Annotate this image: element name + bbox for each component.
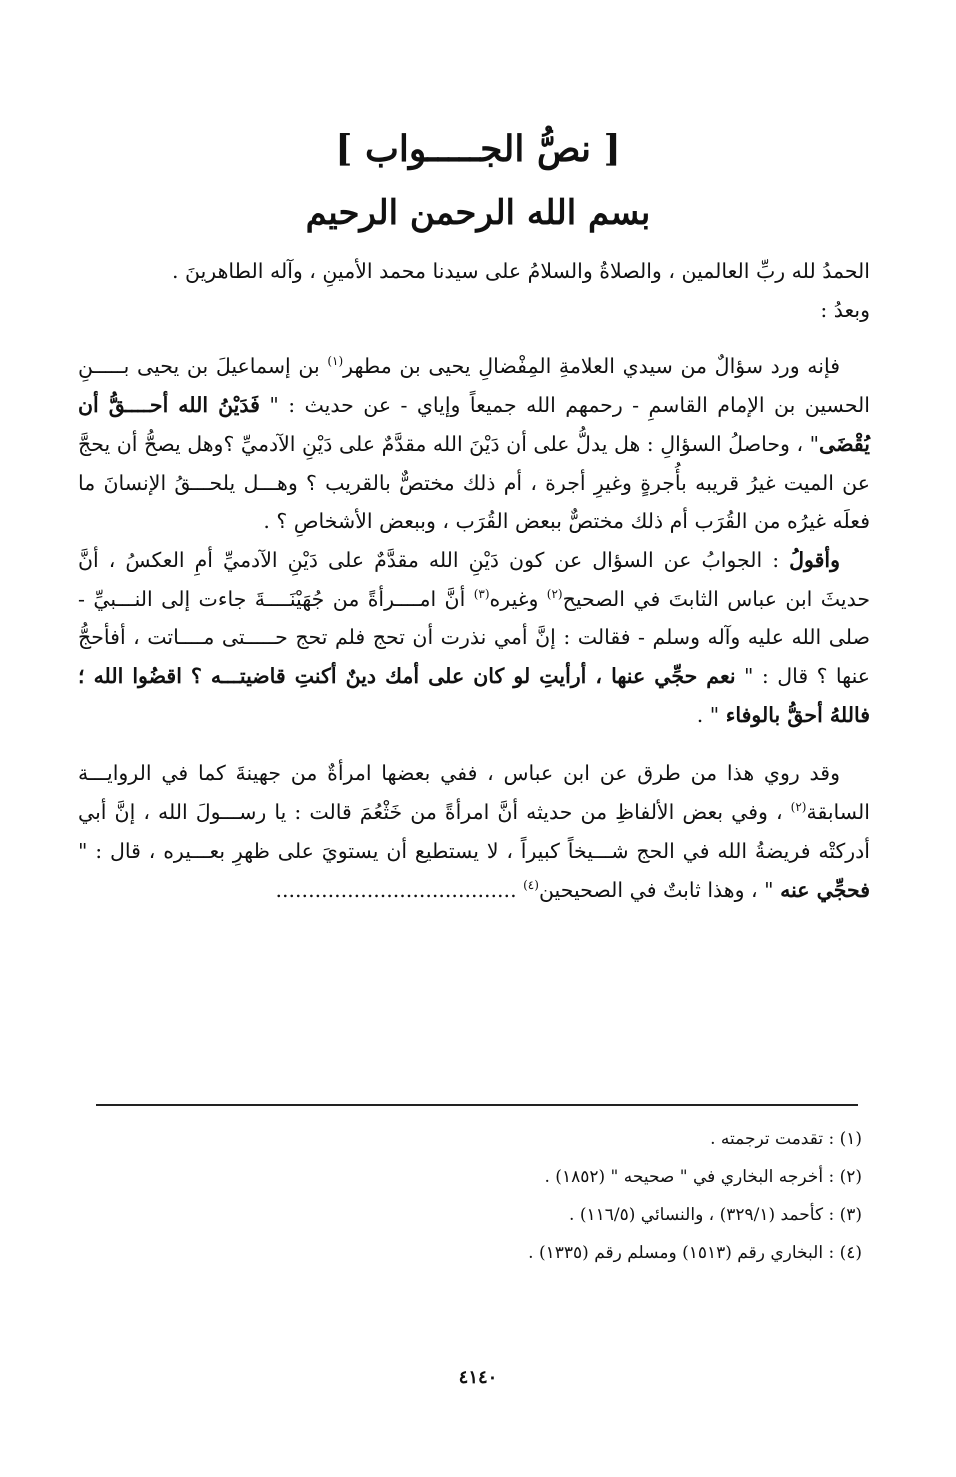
footnote-ref-3[interactable]: (٣): [473, 586, 490, 601]
footnote-4: (٤) : البخاري رقم (١٥١٣) ومسلم رقم (١٣٣٥) .: [528, 1243, 862, 1263]
footnote-ref-2[interactable]: (٢): [546, 586, 563, 601]
footnote-ref-2b[interactable]: (٢): [790, 800, 807, 815]
footnote-ref-4[interactable]: (٤): [523, 877, 539, 892]
footnote-3: (٣) : كأحمد (٣٢٩/١) ، والنسائي (١١٦/٥) .: [569, 1205, 862, 1225]
text-span: : الجوابُ عن السؤال عن كون دَيْنِ الله مقدَّمٌ على دَيْنِ الآدميِّ أمِ العكسُ ، أنَّ حديثَ ابن عباس الثابتَ في الصحيح: [78, 547, 871, 611]
paragraph-question: [78, 347, 870, 541]
wabad-line: وبعدُ :: [820, 297, 870, 322]
footnote-2: (٢) : أخرجه البخاري في " صحيحه " (١٨٥٢) .: [544, 1167, 862, 1187]
opening-line: الحمدُ لله ربِّ العالمين ، والصلاةُ والسلامُ على سيدنا محمد الأمينِ ، وآله الطاهرينَ .: [171, 259, 870, 283]
footnote-ref-1[interactable]: (١): [327, 354, 344, 369]
text-span: بن إسماعيلَ بن يحيى بـــــنِ الحسين بن الإمام القاسمِ - رحمهم الله جميعاً وإياي - عن حديث : ": [78, 354, 870, 418]
text-span: أنَّ امــــرأةً من جُهَيْنَــــةَ جاءت إلى النـــبيِّ - صلى الله عليه وآله وسلم - فقالت : إنَّ أمي نذرت أن تحج فلم تحج حـــــتى مــــاتت ، أفأحجُّ عنها ؟ قال : ": [78, 586, 870, 689]
page-number: ٤١٤٠: [458, 1367, 498, 1388]
text-span: " .: [696, 702, 726, 727]
basmala-heading: بسم الله الرحمن الرحيم: [305, 193, 651, 233]
continuation-dots: .....................................: [275, 877, 524, 902]
section-title: [ نصُّ الجـــــواب ]: [335, 128, 621, 170]
text-span: " ، وهذا ثابتٌ في الصحيحين: [538, 877, 781, 902]
hadith-quote: فَدَيْنُ الله أحــــقُّ أن يُقْضَى: [78, 393, 870, 456]
text-span: ، وفي بعض الألفاظِ من حديثه أنَّ امرأةً من خَثْعُمَ قالت : يا رســـولَ الله ، إنَّ أبي أدركتْه فريضةُ الله في الحج شـــيخاً كبيراً ، لا يستطيع أن يستويَ على ظهرِ بعـــيره ، قال : ": [78, 800, 870, 863]
footnotes-section: [102, 1120, 862, 1272]
text-span: وقد روي هذا من طرق عن ابن عباس ، ففي بعضها امرأةٌ من جهينةَ كما في الروايـــة السابقة: [78, 761, 870, 825]
footnote-1: (١) : تقدمت ترجمته .: [710, 1129, 862, 1149]
hadith-quote: فحجِّي عنه: [780, 877, 870, 902]
paragraph-narrations: [78, 754, 870, 909]
answer-lead: وأقولُ: [789, 547, 840, 572]
hadith-quote: نعم حجِّي عنها ، أرأيتِ لو كان على أمك دينٌ أكنتِ قاضيتـــه ؟ اقضُوا الله ؛ فاللهُ أحقُّ بالوفاء: [78, 664, 870, 727]
text-span: " ، وحاصلُ السؤالِ : هل يدلُّ على أن دَيْنَ الله مقدَّمٌ على دَيْنِ الآدميِّ ؟وهل يصحُّ أن يحجَّ عن الميت غيرُ قريبه بأُجرةٍ وغيرِ أجرة ، أم ذلك مختصٌّ بالقريب ؟ وهـــل يلحـــقُ الإنسانَ ما فعلَه غيرُه من القُرَب أم ذلك مختصٌّ ببعض القُرَب ، وببعض الأشخاصِ ؟ .: [78, 431, 870, 534]
paragraph-answer: [78, 541, 870, 735]
text-span: فإنه ورد سؤالٌ من سيدي العلامةِ المِفْضالِ يحيى بن مطهر: [343, 354, 841, 379]
footnote-divider: [96, 1104, 858, 1106]
body-text: [78, 252, 870, 909]
text-span: وغيره: [489, 586, 547, 611]
